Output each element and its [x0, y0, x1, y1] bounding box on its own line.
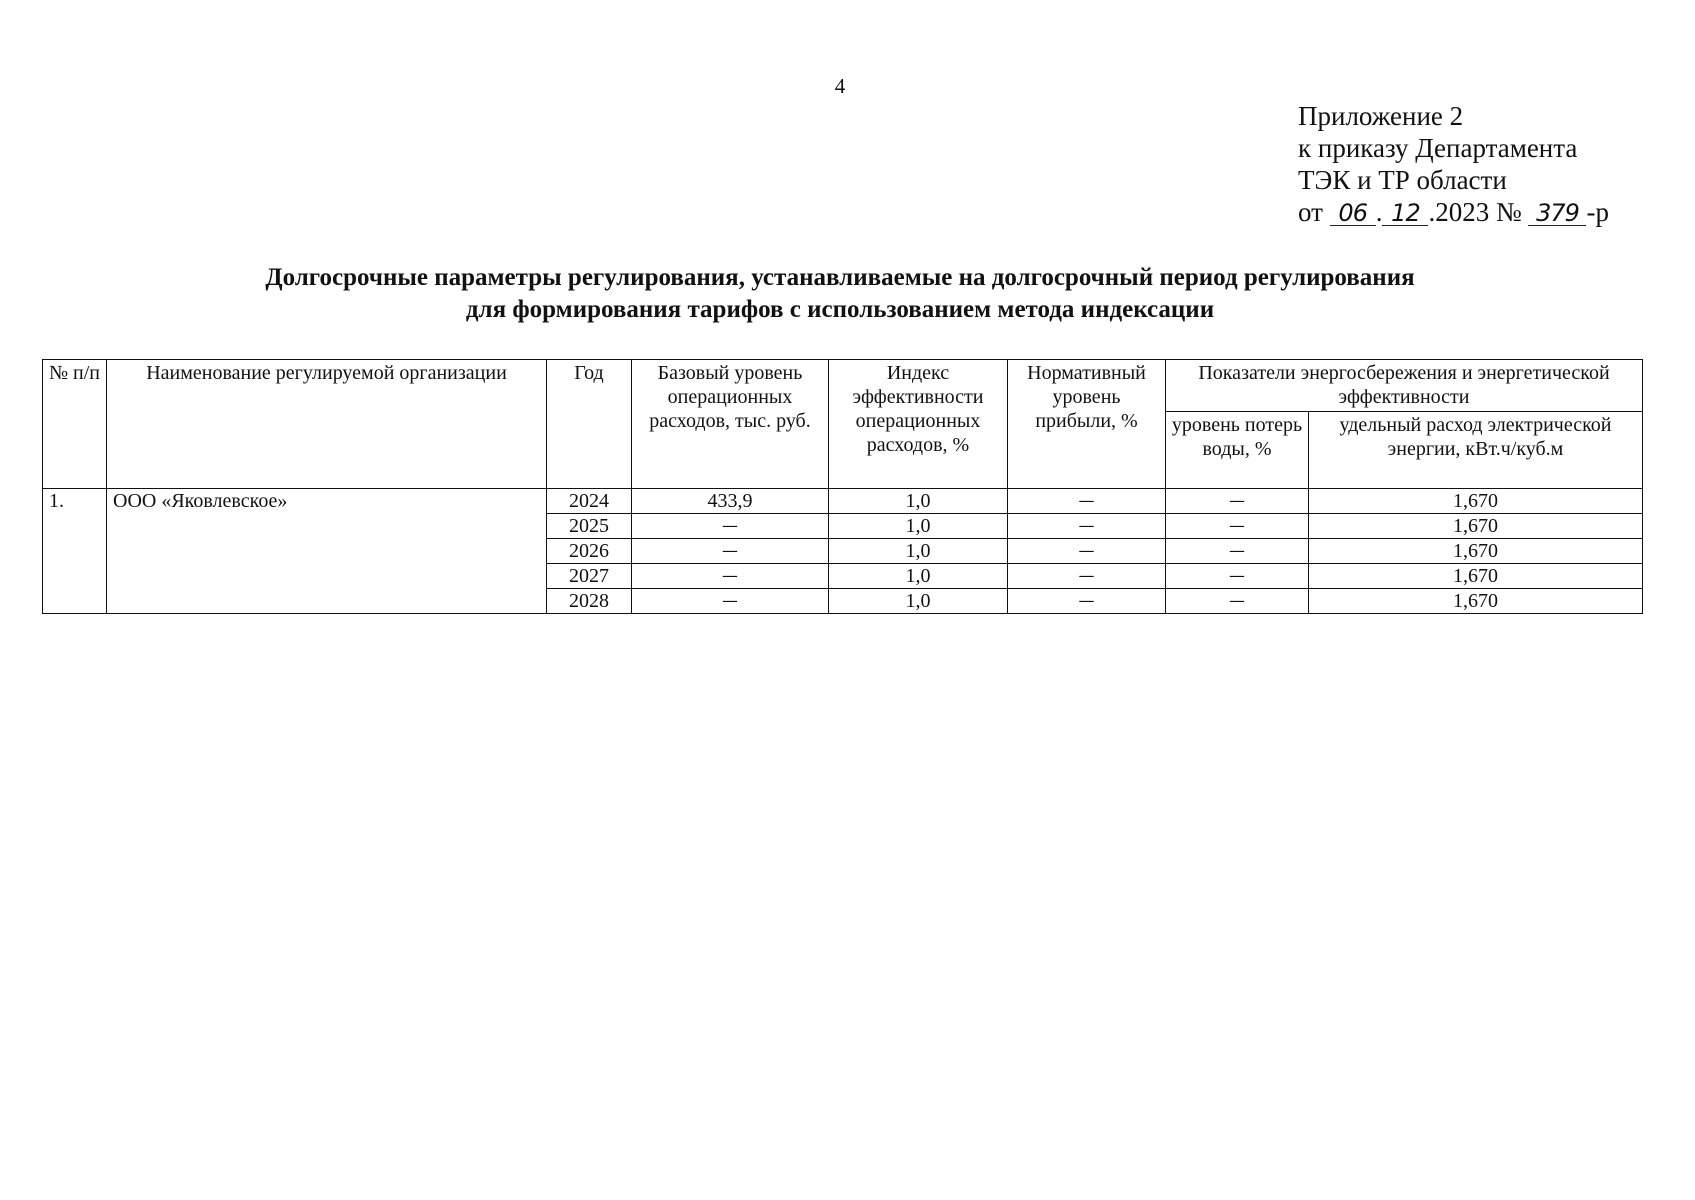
cell-electricity: 1,670	[1309, 539, 1643, 564]
header-num: № п/п	[43, 360, 107, 489]
cell-base-level: 433,9	[632, 489, 829, 514]
header-profit-level: Нормативный уровень прибыли, %	[1008, 360, 1166, 489]
cell-year: 2027	[547, 564, 632, 589]
org-name: ООО «Яковлевское»	[107, 489, 547, 614]
cell-electricity: 1,670	[1309, 589, 1643, 614]
header-efficiency-index: Индекс эффективности операционных расходов, %	[829, 360, 1008, 489]
cell-water-loss: —	[1166, 564, 1309, 589]
cell-electricity: 1,670	[1309, 489, 1643, 514]
cell-water-loss: —	[1166, 589, 1309, 614]
header-electricity: удельный расход электрической энергии, кВт.ч/куб.м	[1309, 412, 1643, 489]
cell-year: 2024	[547, 489, 632, 514]
appendix-line-3: ТЭК и ТР области	[1298, 165, 1507, 195]
appendix-line-1: Приложение 2	[1298, 101, 1464, 131]
header-water-loss: уровень потерь воды, %	[1166, 412, 1309, 489]
cell-efficiency-index: 1,0	[829, 564, 1008, 589]
cell-profit-level: —	[1008, 489, 1166, 514]
appendix-line-2: к приказу Департамента	[1298, 133, 1578, 163]
date-prefix: от	[1298, 197, 1323, 227]
cell-efficiency-index: 1,0	[829, 589, 1008, 614]
header-name: Наименование регулируемой организации	[107, 360, 547, 489]
appendix-block	[1298, 100, 1609, 228]
cell-water-loss: —	[1166, 489, 1309, 514]
appendix-date-line: от 06 . 12 .2023 № 379 -р	[1298, 197, 1609, 227]
handwritten-month: 12	[1382, 201, 1428, 226]
cell-profit-level: —	[1008, 539, 1166, 564]
cell-base-level: —	[632, 514, 829, 539]
cell-electricity: 1,670	[1309, 514, 1643, 539]
date-year: .2023 №	[1428, 197, 1522, 227]
cell-profit-level: —	[1008, 514, 1166, 539]
title-line-1: Долгосрочные параметры регулирования, устанавливаемые на долгосрочный период регулирования	[265, 264, 1415, 291]
cell-profit-level: —	[1008, 589, 1166, 614]
regulation-parameters-table	[42, 359, 1643, 614]
org-number: 1.	[43, 489, 107, 614]
cell-efficiency-index: 1,0	[829, 489, 1008, 514]
page-number: 4	[834, 74, 846, 98]
cell-water-loss: —	[1166, 514, 1309, 539]
document-title	[0, 262, 1680, 326]
cell-profit-level: —	[1008, 564, 1166, 589]
title-line-2: для формирования тарифов с использованием метода индексации	[465, 296, 1215, 323]
cell-base-level: —	[632, 564, 829, 589]
handwritten-order-number: 379	[1528, 201, 1586, 226]
cell-water-loss: —	[1166, 539, 1309, 564]
order-suffix: -р	[1586, 197, 1609, 227]
cell-year: 2026	[547, 539, 632, 564]
cell-electricity: 1,670	[1309, 564, 1643, 589]
cell-efficiency-index: 1,0	[829, 539, 1008, 564]
handwritten-day: 06	[1330, 201, 1376, 226]
cell-year: 2028	[547, 589, 632, 614]
cell-base-level: —	[632, 589, 829, 614]
cell-efficiency-index: 1,0	[829, 514, 1008, 539]
header-energy-group: Показатели энергосбережения и энергетической эффективности	[1166, 360, 1643, 412]
cell-year: 2025	[547, 514, 632, 539]
cell-base-level: —	[632, 539, 829, 564]
table-row	[43, 489, 1643, 514]
header-base-level: Базовый уровень операционных расходов, тыс. руб.	[632, 360, 829, 489]
header-year: Год	[547, 360, 632, 489]
